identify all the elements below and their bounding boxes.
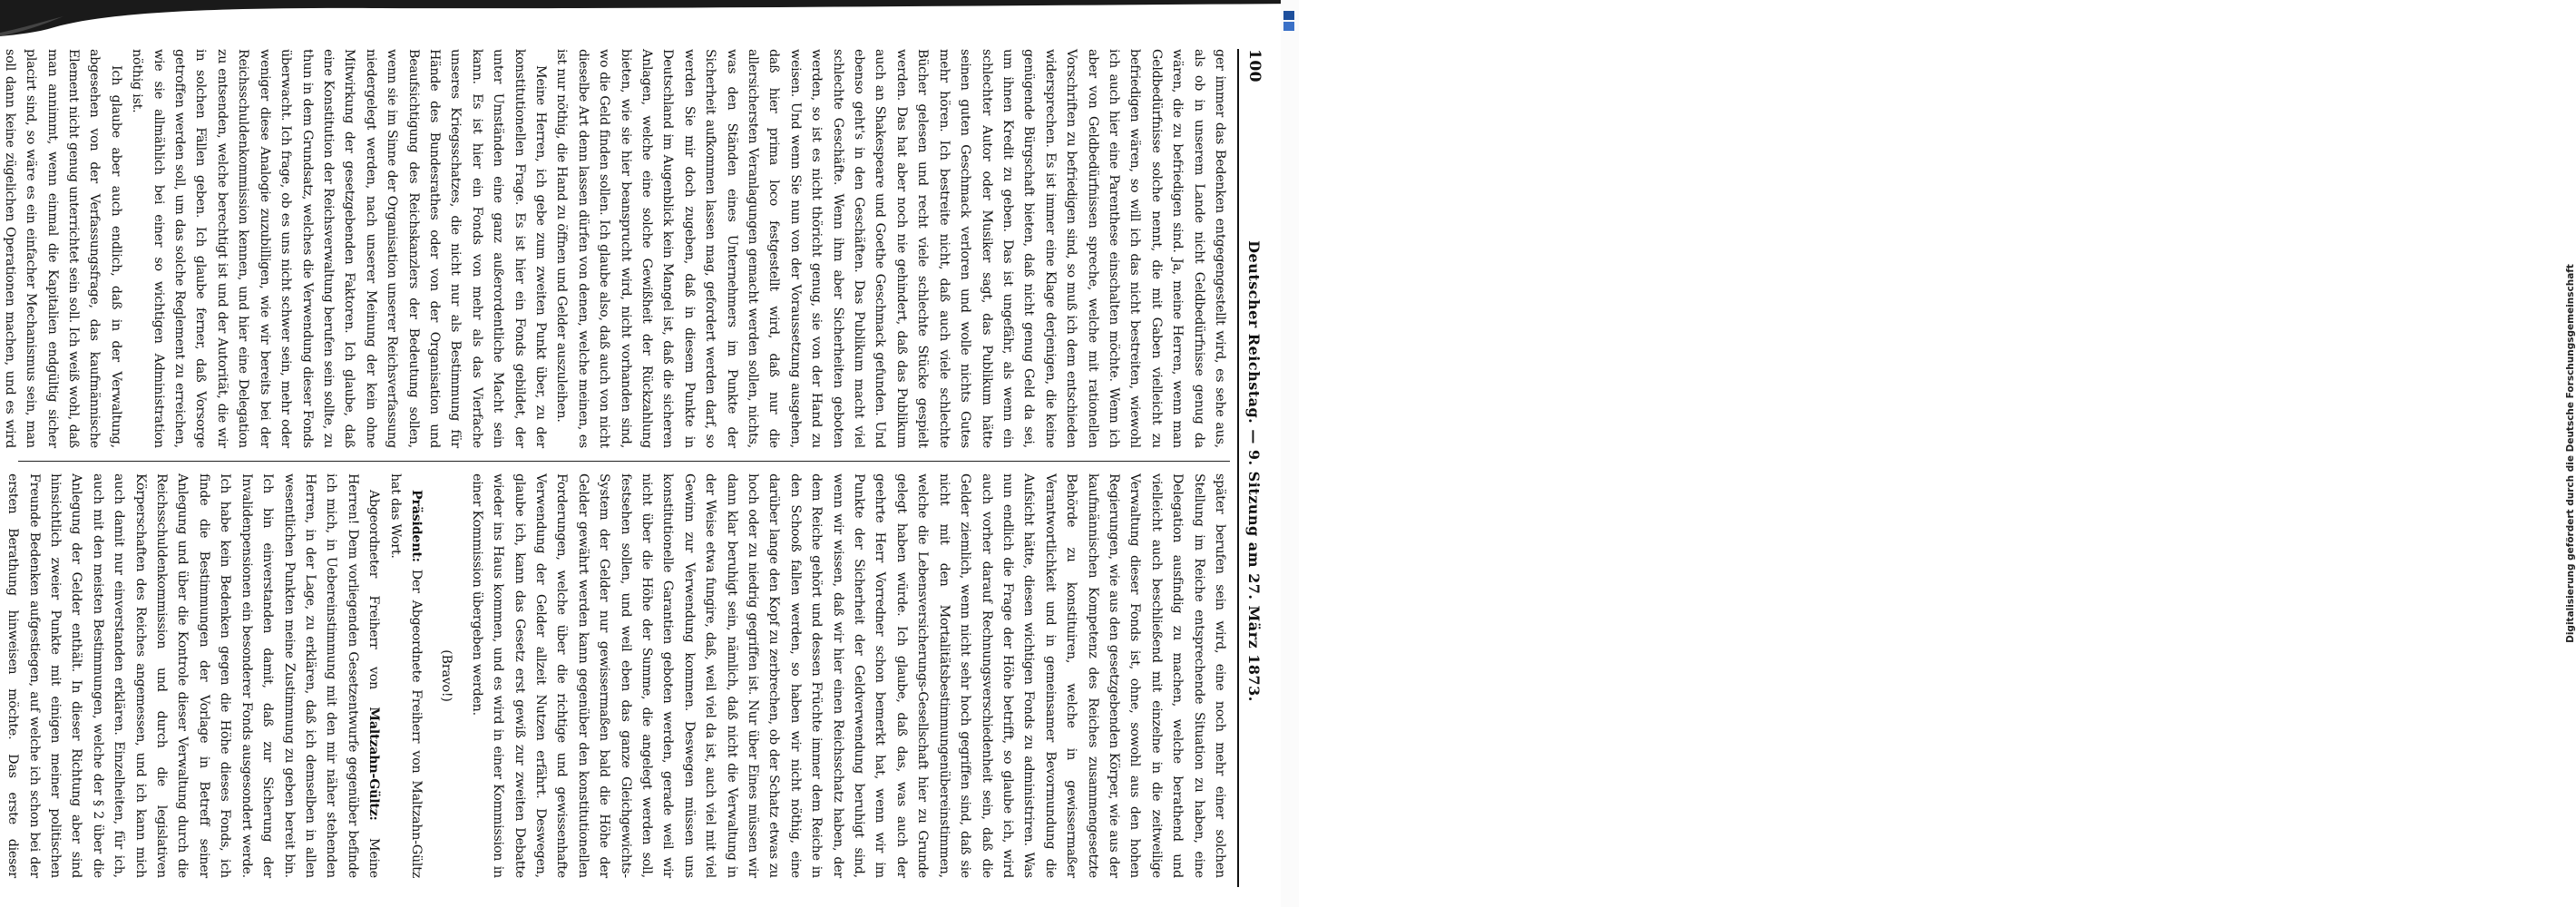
rotated-page-content: [2, 40, 1273, 896]
speech-intro: Abgeordneter Freiherr von: [366, 490, 382, 707]
dfg-logo-icon: [1281, 5, 1297, 36]
applause-note: (Bravo!): [439, 649, 454, 702]
speech-speaker: Maltzahn-Gültz:: [366, 707, 382, 821]
page-header: [1237, 49, 1270, 887]
speech-paragraph: [0, 473, 384, 878]
president-label: Präsident:: [408, 490, 424, 562]
page-title: Deutscher Reichstag. — 9. Sitzung am 27. März 1873.: [1245, 240, 1264, 702]
scan-top-edge: [0, 0, 1299, 36]
page-number: 100: [1245, 49, 1264, 83]
dfg-logo-block-2: [1283, 22, 1294, 31]
president-statement: [384, 473, 426, 878]
document-page: [2, 40, 1273, 896]
right-paragraph-1: später berufen sein wird, eine noch mehr einer solchen Stellung im Reiche entsprechende Situation zu haben, eine Delegation ausfindig zu machen, welche berathend und vielleicht auch beschließend mit einzelne in die zeitweilige Verwaltung dieser Fonds ist, ohne, sowohl aus den hohen Regierungen, wie aus den gesetzgebenden Körper, wie aus der kaufmännischen Kompetenz des Reiches zusammengesetzte Behörde zu konstituiren, welche in gewissermaßer Verantwortlichkeit und in gemeinsamer Bevormundung die Aufsicht hätte, diesen wichtigen Fonds zu administriren. Was nun endlich die Frage der Höhe betrifft, so glaube ich, wird auch vorher darauf Rechnungsverschiedenheit sein, daß die Gelder ziemlich, wenn nicht sehr hoch gegriffen sind, daß sie nicht mit den Mortalitätsbestimmungenübereinstimmen, welche die Lebensversicherungs-Gesellschaft hier zu Grunde gelegt haben würde. Ich glaube, daß das, was auch der geehrte Herr Vorredner schon bemerkt hat, wenn wir im Punkte der Sicherheit der Geldverwendung beruhigt sind, wenn wir wissen, daß wir hier einen Reichsschatz haben, der dem Reiche gehört und dessen Früchte immer dem Reiche in den Schooß fallen werden, so haben wir nicht nöthig, eine darüber lange den Kopf zu zerbrechen, ob der Schatz etwas zu hoch oder zu niedrig gegriffen ist. Nur über Eines müssen wir dann klar beruhigt sein, nämlich, daß nicht die Verwaltung in der Weise etwa fungire, daß, weil viel da ist, auch viel mit viel Gewinn zur Verwendung kommen. Deswegen müssen uns konstitutionelle Garantien geboten werden, gerade weil wir nicht über die Höhe der Summe, die angelegt werden soll, festsehen sollen, und weil eben das ganze Gleichgewichts-System der Gelder nur gewissermaßen bald die Höhe der Gelder gewährt werden kann gegenüber den konstitutionellen Forderungen, welche über die richtige und gewissenhafte Verwendung der Gelder allzeit Nutzen erfährt. Deswegen, glaube ich, kann das Gesetz erst gewiß zur zweiten Debatte wieder ins Haus kommen, und es wird in einer Kommission in einer Kommission übergeben werden.: [469, 473, 1227, 878]
right-column: [5, 473, 1230, 878]
scan-shadow-graphic: [0, 0, 1299, 36]
left-paragraph-1: ger immer das Bedenken entgegengestellt wird, es sehe aus, als ob in unserem Lande nicht Geldbedürfnisse genug da wären, die zu befriedigen sind. Ja, meine Herren, wenn man Geldbedürfnisse solche nennt, die mit Gaben vielleicht zu befriedigen wären, so will ich das nicht bestreiten, wiewohl ich auch hier eine Parenthese einschalten möchte. Wenn ich aber von Geldbedürfnissen spreche, welche mit rationellen Vorschriften zu befriedigen sind, so muß ich dem entschieden widersprechen. Es ist immer eine Klage derjenigen, die keine genügende Bürgschaft bieten, daß nicht genug Geld da sei, um ihnen Kredit zu geben. Das ist ungefähr, als wenn ein schlechter Autor oder Musiker sagt, das Publikum hätte seinen guten Geschmack verloren und wolle nichts Gutes mehr hören. Ich bestreite nicht, daß auch viele schlechte Bücher gelesen und recht viele schlechte Stücke gespielt werden. Das hat aber noch nie gehindert, daß das Publikum auch an Shakespeare und Goethe Geschmack gefunden. Und ebenso geht's in den Geschäften. Das Publikum macht viel schlechte Geschäfte. Wenn ihm aber Sicherheiten geboten werden, so ist es nicht thöricht genug, sie von der Hand zu weisen. Und wenn Sie nun von der Voraussetzung ausgehen, daß hier prima loco festgestellt wird, daß nur die allersichersten Veranlagungen gemacht werden sollen, nichts, was den Ständen eines Unternehmers im Punkte der Sicherheit aufkommen lassen mag, gefordert werden darf, so werden Sie mir doch zugeben, daß in diesem Punkte in Deutschland im Augenblick kein Mangel ist, daß die sicheren Anlagen, welche eine solche Gewißheit der Rückzahlung bieten, wie sie hier beansprucht wird, nicht vorhanden sind, wo die Geld finden sollen. Ich glaube also, daß auch von nicht dieselbe Art denn lassen dürfen von denen, welche meinen, es ist nur nöthig, die Hand zu öffnen und Gelder auszuleihen.: [554, 49, 1227, 448]
left-paragraph-2: Meine Herren, ich gebe zum zweiten Punkt über, zu der konstitutionellen Frage. Es ist hier ein Fonds gebildet, der unter Umständen eine ganz außerordentliche Macht sein kann. Es ist hier ein Fonds von mehr als das Vierfache unseres Kriegsschatzes, die nicht nur als Bestimmung für Hände des Bundesrathes oder von der Organisation und Beaufsichtigung des Reichskanzlers der Bedeutung sollen, wenn sie im Sinne der Organisation unserer Reichsverfassung niedergelegt werden, nach unserer Meinung der kein ohne Mitwirkung der gesetzgebenden Faktoren. Ich glaube, daß eine Konstitution der Reichsverwaltung berufen sein sollte, zu thun in dem Grundsatz, welches die Verwendung dieser Fonds überwacht. Ich frage, ob es uns nicht schwer sein, mehr oder weniger diese Analogie zuzubilligen, wie wir bereits bei der Reichsschuldenkommission kennen, und hier eine Delegation zu entsenden, welche berechtigt ist und der Autorität, die wir in solchen Fällen geben. Ich glaube ferner, daß Vorsorge getroffen werden soll, um das solche Reglement zu erreichen, wie sie allmählich bei einer so wichtigen Administration nöthig ist.: [130, 49, 548, 448]
speech-text: Meine Herren! Dem vorliegenden Gesetzentwurfe gegenüber befinde ich mich, in Uebereinstimmung mit den mir näher stehenden Herren, in der Lage, zu erklären, daß ich demselben in allen wesentlichen Punkten meine Zustimmung zu geben bereit bin. Ich bin einverstanden damit, daß zur Sicherung der Invalidenpensionen ein besonderer Fonds ausgesondert werde. Ich habe kein Bedenken gegen die Höhe dieses Fonds, ich finde die Bestimmungen der Vorlage in Betreff seiner Anlegung und über die Kontrole dieser Verwaltung durch die Reichsschuldenkommission und durch die legislativen Körperschaften des Reiches angemessen, und ich kann mich auch damit nur einverstanden erklären. Einzelheiten, für ich, auch mit den meisten Bestimmungen, welche der § 2 über die Anlegung der Gelder enthält. In dieser Richtung aber sind hinsichtlich zweier Punkte mit einigen meiner politischen Freunde Bedenken aufgestiegen, auf welche ich schon bei der ersten Berathung hinweisen möchte. Das erste dieser: [5, 473, 382, 878]
left-paragraph-3: Ich glaube aber auch endlich, daß in der Verwaltung, abgesehen von der Verfassungsfrage, das kaufmännische Element nicht genug unterrichtet sein soll. Ich weiß wohl, daß man annimmt, wenn einmal die Kapitalien endgültig sicher placirt sind, so wäre es ein einfacher Mechanismus sein, man soll dann keine zügelichen Operationen machen, und es wird: [2, 49, 123, 448]
attribution-text: Digitalisierung gefördert durch die Deutsche Forschungsgemeinschaft: [2565, 264, 2576, 643]
left-column: [2, 49, 1230, 448]
column-divider: [18, 461, 1230, 462]
dfg-logo-block-1: [1283, 11, 1294, 20]
scan-attribution-strip: [1281, 0, 2576, 907]
president-text: Der Abgeordnete Freiherr von Maltzahn-Gültz hat das Wort.: [387, 473, 424, 878]
